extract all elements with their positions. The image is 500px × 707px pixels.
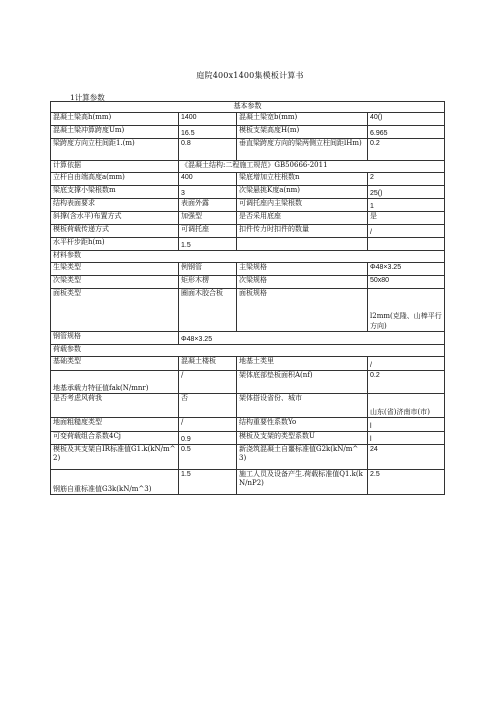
- section-heading: 1计算参数: [70, 93, 105, 102]
- param-value: l2mm(克隆、山棒平行方向): [368, 289, 445, 332]
- param-value: 2: [368, 173, 445, 186]
- table-row: [51, 357, 445, 371]
- param-label: 梁跨度方向立柱间距1.(m): [51, 139, 179, 161]
- table-row: [51, 186, 445, 199]
- param-value: 1400: [179, 113, 237, 126]
- param-value: 0.9: [179, 432, 237, 445]
- table-row: [51, 199, 445, 212]
- param-value: 山东(省)济南市(市): [368, 394, 445, 418]
- table-row: [51, 139, 445, 161]
- param-value: /: [368, 225, 445, 238]
- param-label: 生梁类型: [51, 263, 179, 276]
- param-value: 2.5: [368, 470, 445, 495]
- param-label: 结构重要性系数Yo: [237, 418, 368, 432]
- param-label: 模板支架高度H(m): [237, 126, 368, 139]
- param-value: l: [368, 418, 445, 432]
- table-row: [51, 161, 445, 173]
- basic-params-header: 基本参数: [51, 102, 445, 113]
- table-row: [51, 289, 445, 332]
- table-row: [51, 113, 445, 126]
- param-label: 斜撑(含水平)布置方式: [51, 212, 179, 225]
- param-label: 水平杆步距h(m): [51, 238, 179, 251]
- param-label: 施工人员及设备产生.荷载标准值Q1.k(kN/nP2): [237, 470, 368, 495]
- param-label: 立杆自由端高度a(mm): [51, 173, 179, 186]
- param-value: /: [179, 418, 237, 432]
- param-value: 表面外露: [179, 199, 237, 212]
- param-label: 地基土类里: [237, 357, 368, 371]
- param-label: 是否采用底座: [237, 212, 368, 225]
- param-label: 是否考虑风荷我: [51, 394, 179, 418]
- param-value: 0.2: [368, 371, 445, 394]
- param-label: 面板规格: [237, 289, 368, 332]
- document-title: 庭院400x1400集模板计算书: [196, 71, 304, 80]
- param-value: 50x80: [368, 276, 445, 289]
- table-row: [51, 470, 445, 495]
- param-label: 地基承载力特征值fak(N/mnr): [51, 371, 179, 394]
- param-label: 架体底部垫板面积A(nf): [237, 371, 368, 394]
- material-params-header: 材料参数: [51, 251, 445, 263]
- param-label: 钢筋自重标准值G3k(kN/m^3): [51, 470, 179, 495]
- table-row: [51, 212, 445, 225]
- param-label: 可变荷载组合系数4Cj: [51, 432, 179, 445]
- table-row: [51, 276, 445, 289]
- param-value: 混凝土楼板: [179, 357, 237, 371]
- table-row: [51, 263, 445, 276]
- param-label: 新浇筑混凝土自噩标准值G2k(kN/m^3): [237, 445, 368, 470]
- param-label: 基础类型: [51, 357, 179, 371]
- table-row: [51, 126, 445, 139]
- param-label: 混凝土梁宽b(mm): [237, 113, 368, 126]
- param-label: [237, 238, 368, 251]
- param-value: 40(): [368, 113, 445, 126]
- param-value: 0.8: [179, 139, 237, 161]
- param-label: 架体搭设省份、城市: [237, 394, 368, 418]
- param-label: 地面粗糙度类型: [51, 418, 179, 432]
- param-label: 模板及其支架自IR标准值G1.k(kN/m^2): [51, 445, 179, 470]
- param-label: 梁底支撑小梁根数m: [51, 186, 179, 199]
- basis-label: 计算依据: [51, 161, 179, 173]
- parameter-table: [50, 101, 445, 495]
- param-value: 例钢管: [179, 263, 237, 276]
- param-label: 垂直梁跨度方向的梁两侧立柱间距lHm): [237, 139, 368, 161]
- param-value: 0.2: [368, 139, 445, 161]
- param-value: 加强型: [179, 212, 237, 225]
- table-row: [51, 394, 445, 418]
- param-label: 模板及支架的类型系数U: [237, 432, 368, 445]
- param-label: 梁底增加立柱根数n: [237, 173, 368, 186]
- param-value: 可调托座: [179, 225, 237, 238]
- param-label: 钢管规格: [51, 332, 179, 345]
- param-value: 400: [179, 173, 237, 186]
- param-value: [368, 238, 445, 251]
- load-params-header: 荷载参数: [51, 345, 445, 357]
- table-row: [51, 173, 445, 186]
- param-value: 否: [179, 394, 237, 418]
- param-value: 矩形木楞: [179, 276, 237, 289]
- table-row: [51, 238, 445, 251]
- param-label: 扣件传力时扣件的数量: [237, 225, 368, 238]
- table-row: [51, 371, 445, 394]
- param-value: /: [368, 357, 445, 371]
- table-row: [51, 445, 445, 470]
- param-label: 结构表面要求: [51, 199, 179, 212]
- param-value: l: [368, 432, 445, 445]
- param-value: 1.5: [179, 470, 237, 495]
- param-value: 1.5: [179, 238, 237, 251]
- table-row: [51, 432, 445, 445]
- param-value: Φ48×3.25: [179, 332, 445, 345]
- table-row: [51, 332, 445, 345]
- param-value: 24: [368, 445, 445, 470]
- param-label: 次梁类型: [51, 276, 179, 289]
- param-value: 16.5: [179, 126, 237, 139]
- param-value: 6.965: [368, 126, 445, 139]
- param-value: 1: [368, 199, 445, 212]
- param-label: 模板荷载传递方式: [51, 225, 179, 238]
- param-label: 次梁规格: [237, 276, 368, 289]
- param-value: /: [179, 371, 237, 394]
- param-label: 面板类型: [51, 289, 179, 332]
- param-label: 混凝土梁高h(mm): [51, 113, 179, 126]
- param-label: 主梁规格: [237, 263, 368, 276]
- param-value: 0.5: [179, 445, 237, 470]
- param-label: 可调托座内主梁根数: [237, 199, 368, 212]
- param-value: 圈面木胶合板: [179, 289, 237, 332]
- table-row: [51, 225, 445, 238]
- basis-value: 《混凝土结构:二程施工规范》GB50666-2011: [179, 161, 445, 173]
- param-value: 是: [368, 212, 445, 225]
- param-label: 混凝土梁冲算跨度Um): [51, 126, 179, 139]
- table-row: [51, 418, 445, 432]
- param-value: 3: [179, 186, 237, 199]
- param-label: 次梁悬挑K度a(nm): [237, 186, 368, 199]
- param-value: 25(): [368, 186, 445, 199]
- param-value: Φ48×3.25: [368, 263, 445, 276]
